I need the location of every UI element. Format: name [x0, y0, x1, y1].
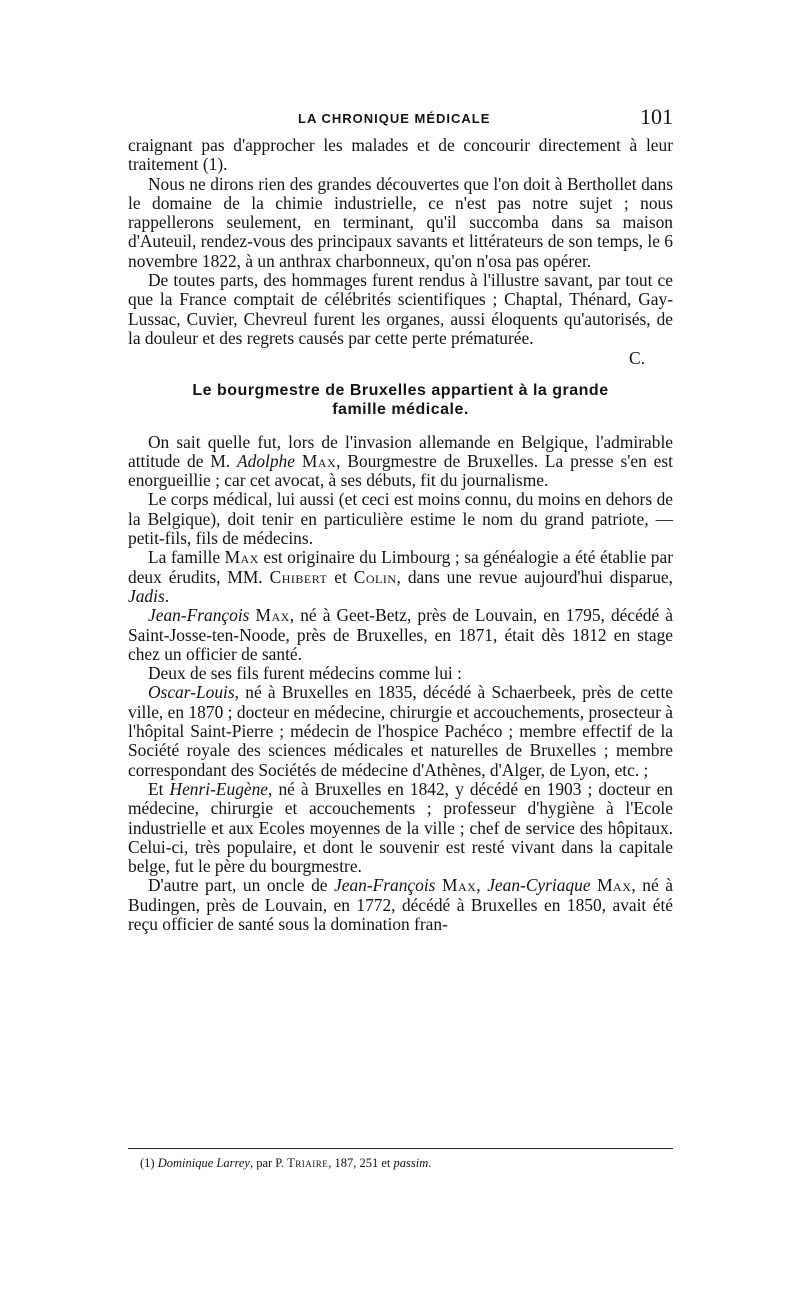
person-name: Adolphe — [237, 450, 295, 471]
text-run: Et — [148, 778, 170, 799]
text-run: , né à Bruxelles en 1842, y décédé en 1903 ; docteur en médecine, chirurgie et accouchements ; professeur d'hygiène à l'Ecole industrielle et aux Ecoles moyennes de la ville ; chef de service des hôpitaux. Celui-ci, très populaire, et dont le souvenir est resté vivant dans la capitale belge, fut le père du bourgmestre. — [128, 778, 673, 877]
person-surname: Max — [442, 875, 477, 896]
page-number: 101 — [640, 104, 673, 129]
text-run: , né à Geet-Betz, près de Louvain, en 1795, décédé à Saint-Josse-ten-Noode, près de Bruxelles, en 1871, était dès 1812 en stage chez un officier de santé. — [128, 605, 673, 664]
person-name: Jean-François — [334, 875, 436, 896]
text-run: , Bourgmestre de Bruxelles. La presse s'en est enorgueillie ; car cet avocat, à ses débuts, fit du journalisme. — [128, 450, 673, 491]
journal-title: Jadis — [128, 585, 165, 606]
text-run: On sait quelle fut, lors de l'invasion allemande en Belgique, l'admirable attitude de M. — [128, 431, 673, 471]
text-run: . — [428, 1156, 432, 1170]
paragraph-9 — [128, 683, 673, 779]
person-name: Oscar-Louis — [148, 682, 235, 703]
footnote-marker: (1) — [140, 1156, 158, 1170]
paragraph-1: craignant pas d'approcher les malades et de concourir directement à leur traitement (1). — [128, 135, 673, 175]
paragraph-8: Deux de ses fils furent médecins comme lui : — [148, 663, 462, 684]
section-heading — [128, 381, 673, 419]
person-name: Henri-Eugène — [169, 778, 269, 799]
person-surname: Max — [597, 875, 632, 896]
person-name: Jean-François — [148, 605, 250, 626]
section-heading-line-1: Le bourgmestre de Bruxelles appartient à la grande — [192, 381, 609, 399]
footnote — [140, 1155, 660, 1171]
author-name: Triaire — [287, 1156, 329, 1170]
paragraph-2: Nous ne dirons rien des grandes découvertes que l'on doit à Berthollet dans le domaine de la chimie industrielle, ce n'est pas notre sujet ; nous rappellerons seulement, en terminant, qu'il succomba dans sa maison d'Auteuil, rendez-vous des principaux savants et littérateurs de son temps, le 6 novembre 1822, à un anthrax charbonneux, qu'on n'osa pas opérer. — [128, 173, 673, 271]
person-surname: Max — [301, 450, 337, 471]
book-title: Dominique Larrey — [157, 1156, 250, 1170]
paragraph-4 — [128, 433, 673, 491]
text-run: , 187, 251 et — [328, 1156, 394, 1170]
paragraph-6 — [128, 548, 673, 606]
scholar-name: Chibert — [269, 566, 328, 587]
text-run: , par P. — [249, 1156, 288, 1170]
text-run: , né à Bruxelles en 1835, décédé à Schaerbeek, près de cette ville, en 1870 ; docteur en médecine, chirurgie et accouchements, prosecteur à l'hôpital Saint-Pierre ; médecin de l'hospice Pachéco ; membre effectif de la Société royale des sciences médicales et naturelles de Bruxelles ; membre correspondant des Sociétés de médecine d'Athènes, d'Alger, de Lyon, etc. ; — [128, 682, 673, 780]
paragraph-10 — [128, 780, 673, 876]
text-run: est originaire du Limbourg ; sa généalogie a été établie par deux érudits, MM. — [128, 547, 673, 587]
text-run: La famille — [148, 547, 225, 568]
paragraph-3: De toutes parts, des hommages furent rendus à l'illustre savant, par tout ce que la France comptait de célébrités scientifiques ; Chaptal, Thénard, Gay-Lussac, Cuvier, Chevreul furent les organes, aussi éloquents qu'autorisés, de la douleur et des regrets causés par cette perte prématurée. — [128, 270, 673, 348]
text-run: . — [164, 585, 170, 606]
text-run: et — [327, 566, 354, 587]
paragraph-5: Le corps médical, lui aussi (et ceci est moins connu, du moins en dehors de la Belgique), doit tenir en particulière estime le nom du grand patriote, — petit-fils, fils de médecins. — [128, 489, 673, 549]
footnote-divider — [128, 1148, 673, 1149]
text-run: , — [476, 875, 488, 896]
body-text — [128, 136, 673, 934]
paragraph-7 — [128, 606, 673, 664]
text-run: , né à Budingen, près de Louvain, en 1772, décédé à Bruxelles en 1850, avait été reçu officier de santé sous la domination fran- — [128, 875, 673, 934]
text-run: D'autre part, un oncle de — [148, 875, 335, 896]
section-heading-line-2: famille médicale. — [332, 400, 469, 418]
scholar-name: Colin — [353, 566, 397, 587]
passim-word: passim — [393, 1156, 429, 1170]
paragraph-11 — [128, 876, 673, 934]
running-title: LA CHRONIQUE MÉDICALE — [298, 111, 491, 126]
person-surname: Max — [255, 605, 290, 626]
page-header — [128, 104, 673, 132]
family-name: Max — [224, 547, 259, 568]
person-name: Jean-Cyriaque — [487, 875, 591, 896]
author-signature: C. — [629, 348, 645, 369]
text-run: , dans une revue aujourd'hui disparue, — [396, 566, 673, 587]
